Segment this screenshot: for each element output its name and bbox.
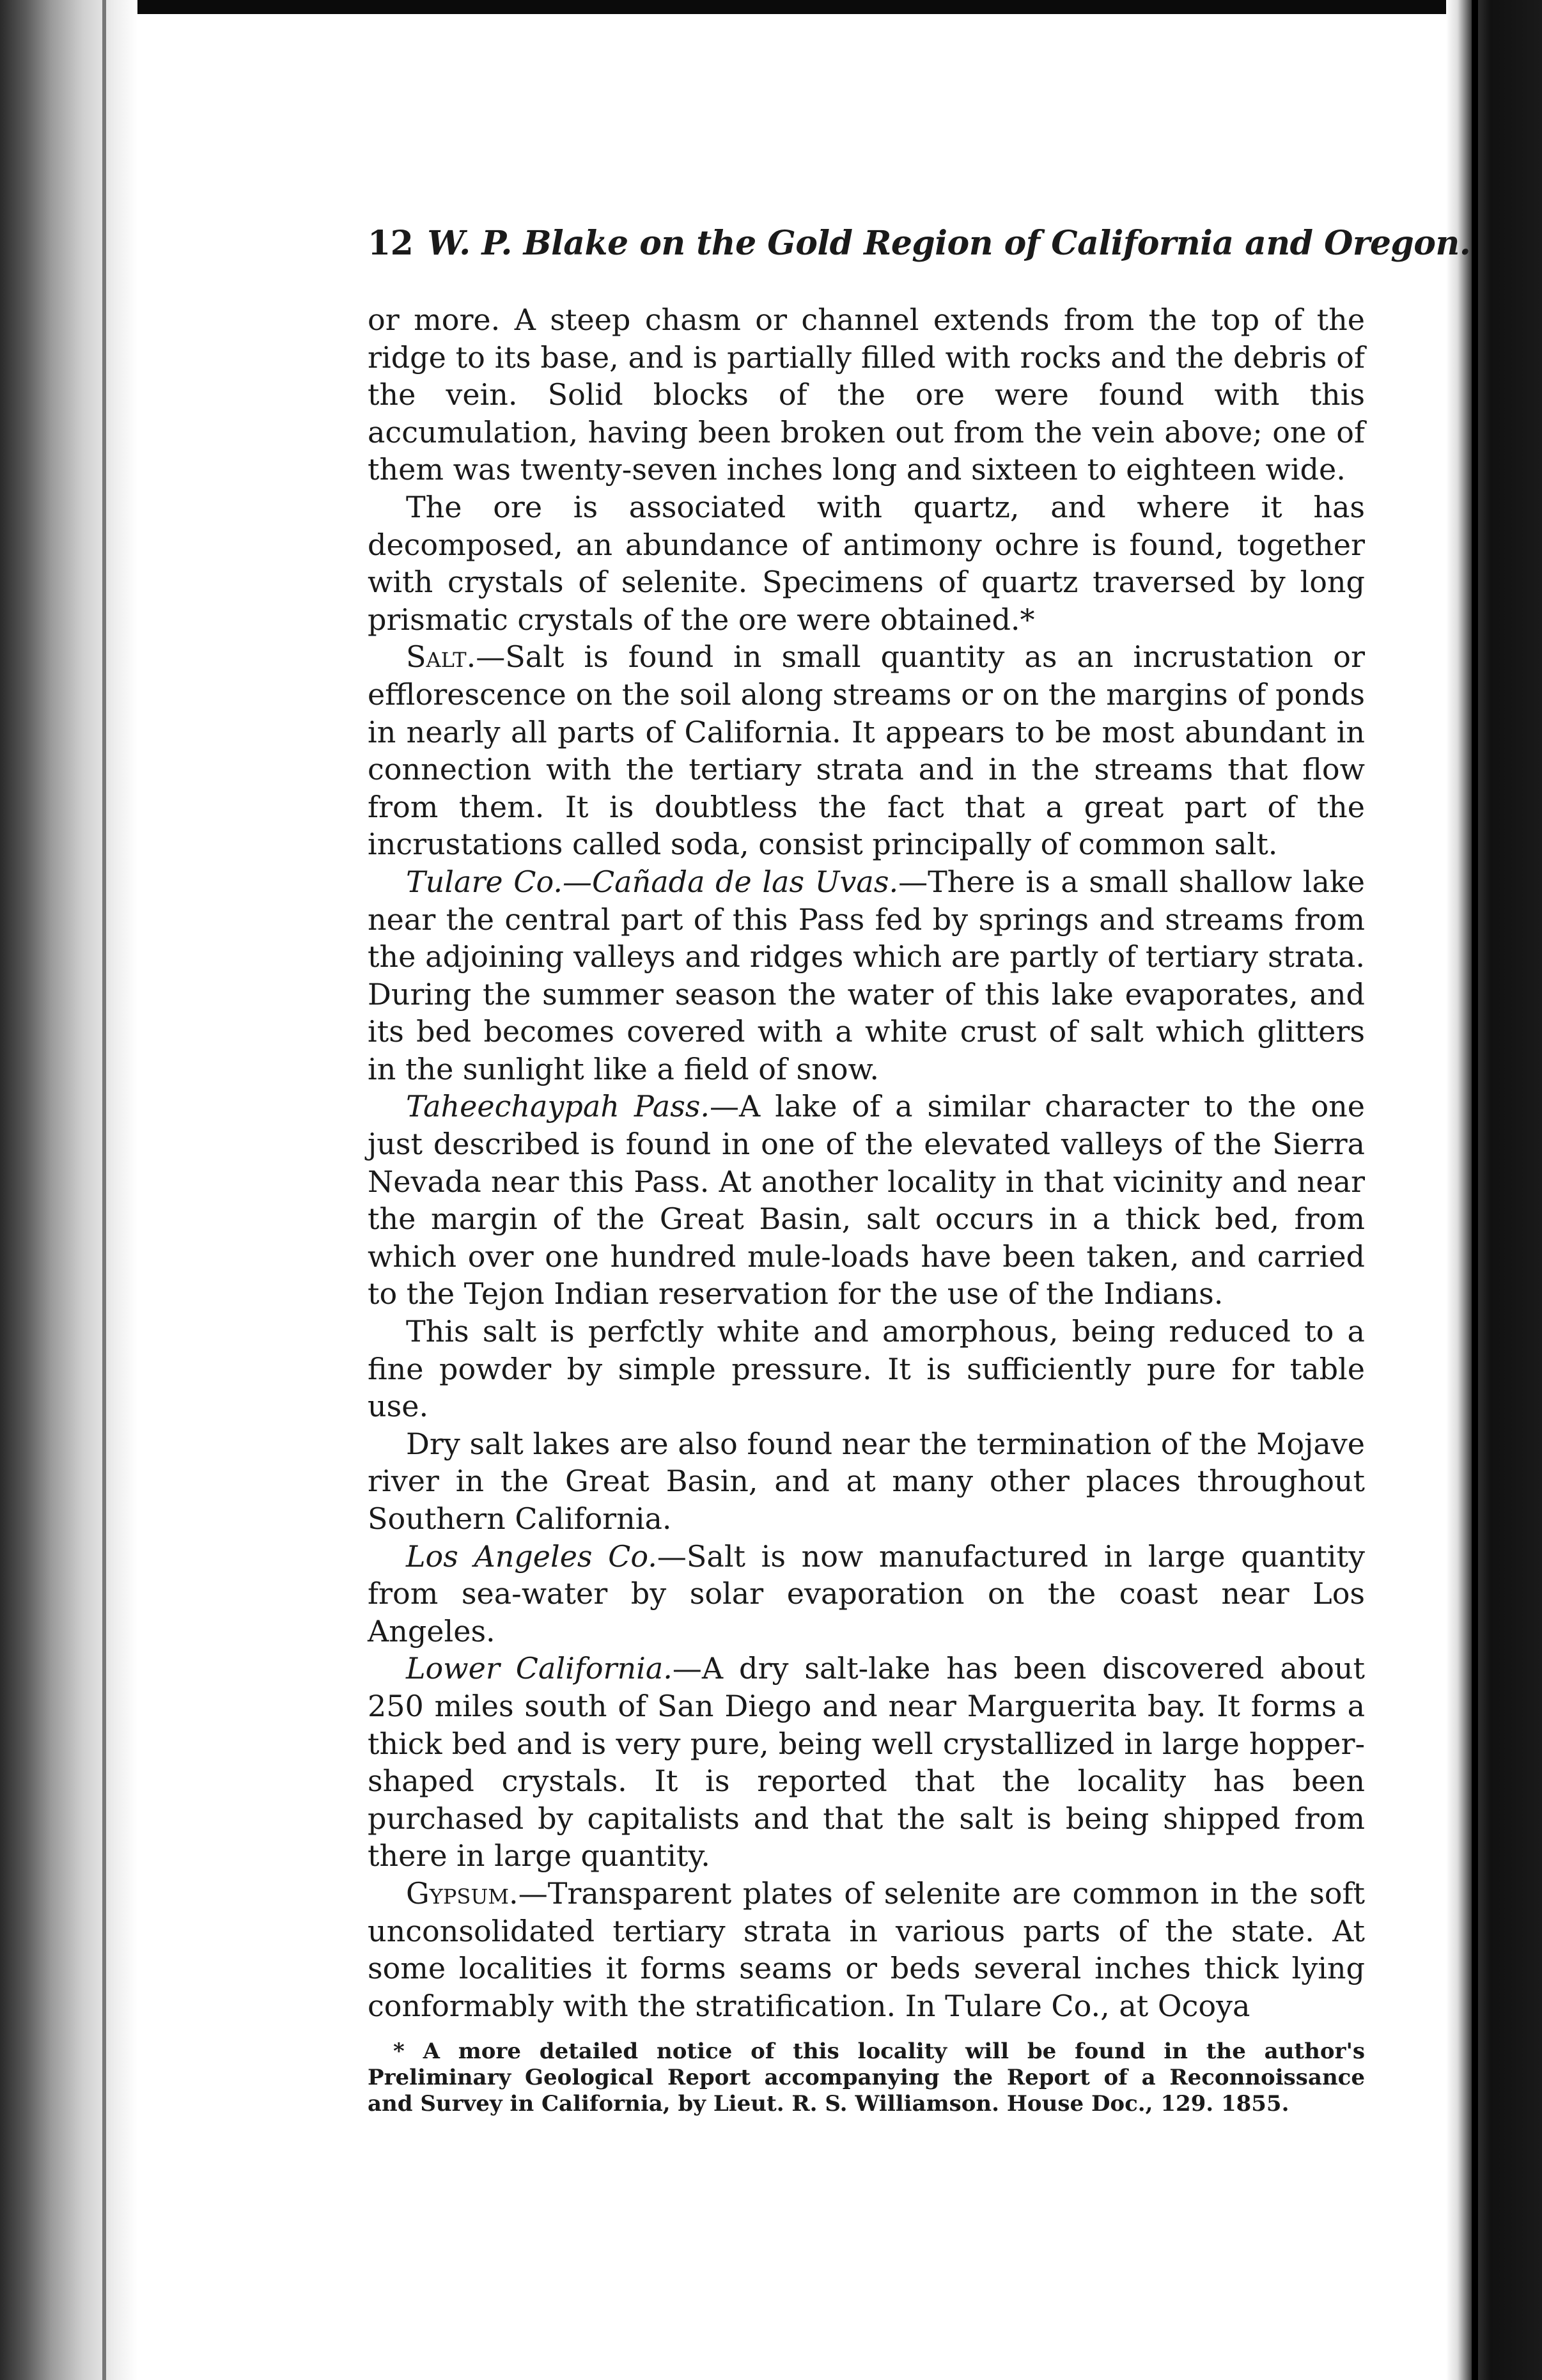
paragraph-8: [368, 1538, 1365, 1650]
paragraph-5: [368, 1088, 1365, 1313]
scan-gutter-line: [102, 0, 106, 2380]
page-number: 12: [368, 224, 414, 263]
paragraph-9: [368, 1650, 1365, 1875]
scan-border-right: [1446, 0, 1542, 2380]
locality-heading: Tulare Co.—Cañada de las Uvas.: [406, 864, 899, 899]
locality-heading: Taheechaypah Pass.: [406, 1089, 710, 1124]
page: [368, 224, 1471, 2117]
paragraph-text: —A lake of a similar character to the one just described is found in one of the elevated valleys of the Sierra Nevada near this Pass. At another locality in that vicinity and near the margin of the Great Basin, salt occurs in a thick bed, from which over one hundred mule-loads have been taken, and carried to the Tejon Indian reservation for the use of the Indians.: [368, 1089, 1365, 1311]
paragraph-text: —Salt is now manufactured in large quantity from sea-water by solar evaporation on the coast near Los Angeles.: [368, 1538, 1365, 1648]
scan-edge-line: [1472, 0, 1478, 2380]
paragraph-text: —A dry salt-lake has been discovered about 250 miles south of San Diego and near Marguerita bay. It forms a thick bed and is very pure, being well crystallized in large hopper-shaped crystals. It is reported that the locality has been purchased by capitalists and that the salt is being shipped from there in large quantity.: [368, 1651, 1365, 1874]
paragraph-2: [368, 489, 1365, 638]
paragraph-text: —Salt is found in small quantity as an incrustation or efflorescence on the soil along streams or on the margins of ponds in nearly all parts of California. It appears to be most abundant in connection with the tertiary strata and in the streams that flow from them. It is doubtless the fact that a great part of the incrustations called soda, consist principally of common salt.: [368, 639, 1365, 862]
scan-border-top: [0, 0, 1542, 14]
paragraph-4: [368, 863, 1365, 1088]
paragraph-7: [368, 1425, 1365, 1538]
paragraph-3: [368, 638, 1365, 863]
locality-heading: Los Angeles Co.: [406, 1538, 657, 1574]
paragraph-text: The ore is associated with quartz, and where it has decomposed, an abundance of antimony ochre is found, together with crystals of selenite. Specimens of quartz traversed by long prismatic crystals of the ore were obtained.*: [368, 489, 1365, 637]
paragraph-text: Dry salt lakes are also found near the termination of the Mojave river in the Great Basin, and at many other places throughout Southern California.: [368, 1426, 1365, 1536]
section-heading-salt: Salt.: [406, 639, 476, 675]
scan-border-left: [0, 0, 137, 2380]
footnote: * A more detailed notice of this locality will be found in the author's Preliminary Geological Report accompanying the Report of a Reconnoissance and Survey in California, by Lieut. R. S. Williamson. House Doc., 129. 1855.: [368, 2039, 1365, 2117]
paragraph-text: or more. A steep chasm or channel extends from the top of the ridge to its base, and is partially filled with rocks and the debris of the vein. Solid blocks of the ore were found with this accumulation, having been broken out from the vein above; one of them was twenty-seven inches long and sixteen to eighteen wide.: [368, 302, 1365, 487]
locality-heading: Lower California.: [406, 1651, 673, 1686]
running-title: W. P. Blake on the Gold Region of California and Oregon.: [427, 224, 1471, 263]
body-text: [368, 301, 1365, 2024]
paragraph-6: [368, 1313, 1365, 1425]
paragraph-text: This salt is perfctly white and amorphous, being reduced to a fine powder by simple pressure. It is sufficiently pure for table use.: [368, 1314, 1365, 1424]
paragraph-text: —Transparent plates of selenite are common in the soft unconsolidated tertiary strata in various parts of the state. At some localities it forms seams or beds several inches thick lying conformably with the stratification. In Tulare Co., at Ocoya: [368, 1875, 1365, 2023]
paragraph-text: —There is a small shallow lake near the central part of this Pass fed by springs and streams from the adjoining valleys and ridges which are partly of tertiary strata. During the summer season the water of this lake evaporates, and its bed becomes covered with a white crust of salt which glitters in the sunlight like a field of snow.: [368, 864, 1365, 1086]
paragraph-1: [368, 301, 1365, 489]
paragraph-10: [368, 1875, 1365, 2024]
section-heading-gypsum: Gypsum.: [406, 1875, 518, 1911]
running-head: [368, 224, 1471, 263]
